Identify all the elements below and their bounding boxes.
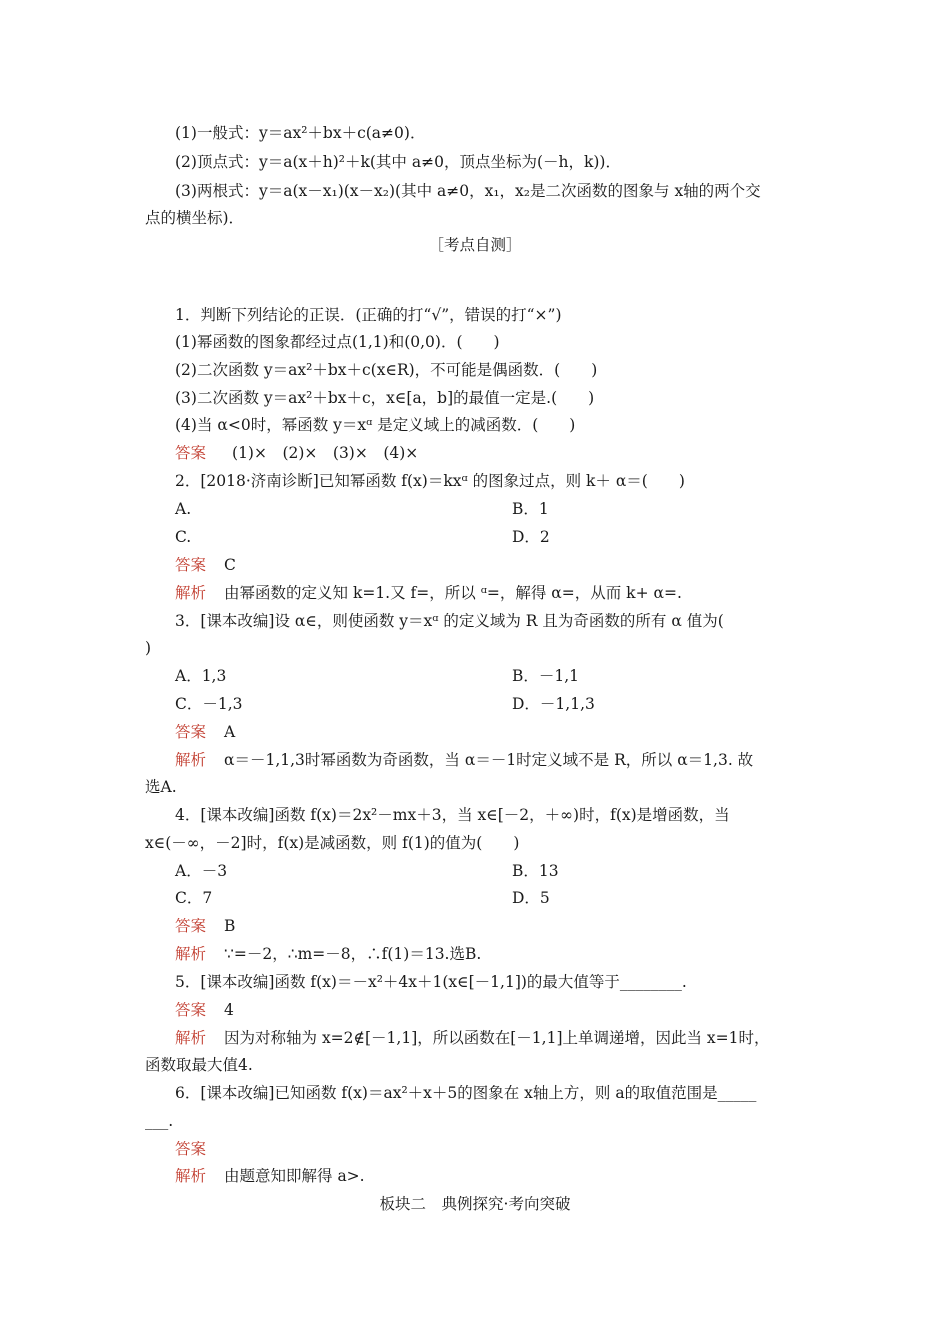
q1-statement-4: (4)当 α<0时，幂函数 y＝xᵅ 是定义域上的减函数．( ) xyxy=(175,416,576,434)
q4-option-d: D．5 xyxy=(512,889,550,907)
q1-statement-3: (3)二次函数 y＝ax²＋bx＋c，x∈[a，b]的最值一定是.( ) xyxy=(175,389,595,407)
q2-analysis: 由幂函数的定义知 k=1.又 f=，所以 ᵅ=，解得 α=，从而 k+ α=. xyxy=(224,584,682,602)
intro-root-form: (3)两根式：y＝a(x－x₁)(x－x₂)(其中 a≠0，x₁，x₂是二次函数的图象与 x轴的两个交 xyxy=(175,182,761,200)
q2-option-d: D．2 xyxy=(512,528,550,546)
q4-stem-cont: x∈(－∞，－2]时，f(x)是减函数，则 f(1)的值为( ) xyxy=(145,834,520,852)
q3-option-b: B．－1,1 xyxy=(512,667,580,685)
analysis-label: 解析 xyxy=(175,1029,207,1047)
q3-option-c: C．－1,3 xyxy=(175,695,243,713)
q2-option-b: B．1 xyxy=(512,500,549,518)
q1-answer: (1)× (2)× (3)× (4)× xyxy=(232,444,419,462)
q6-analysis-line xyxy=(175,1165,365,1187)
intro-vertex-form: (2)顶点式：y＝a(x＋h)²＋k(其中 a≠0，顶点坐标为(－h，k))． xyxy=(175,153,621,171)
q6-stem: 6．[课本改编]已知函数 f(x)＝ax²＋x＋5的图象在 x轴上方，则 a的取值范围是_____ xyxy=(175,1084,757,1102)
q4-option-b: B．13 xyxy=(512,862,559,880)
q2-answer: C xyxy=(224,556,236,574)
answer-label: 答案 xyxy=(175,1001,207,1019)
q5-analysis: 因为对称轴为 x=2∉[－1,1]，所以函数在[－1,1]上单调递增，因此当 x=1时， xyxy=(224,1029,770,1047)
q2-stem: 2．[2018·济南诊断]已知幂函数 f(x)＝kxᵅ 的图象过点，则 k＋ α＝( ) xyxy=(175,472,685,490)
q3-analysis-line xyxy=(175,749,753,771)
q3-option-a: A．1,3 xyxy=(175,667,227,685)
intro-root-form-cont: 点的横坐标)． xyxy=(145,209,245,227)
q4-analysis-line xyxy=(175,943,481,965)
q6-answer-line xyxy=(175,1138,224,1160)
answer-label: 答案 xyxy=(175,1140,207,1158)
answer-label: 答案 xyxy=(175,556,207,574)
q3-analysis-cont: 选A. xyxy=(145,778,177,796)
q1-statement-1: (1)幂函数的图象都经过点(1,1)和(0,0)．( ) xyxy=(175,333,500,351)
q3-analysis: α＝－1,1,3时幂函数为奇函数，当 α＝－1时定义域不是 R，所以 α＝1,3. 故 xyxy=(224,751,754,769)
q1-stem: 1．判断下列结论的正误．(正确的打“√”，错误的打“×”) xyxy=(175,306,562,324)
q4-answer-line xyxy=(175,915,235,937)
q5-answer: 4 xyxy=(224,1001,234,1019)
section-title: ［考点自测］ xyxy=(428,236,522,254)
q5-answer-line xyxy=(175,999,234,1021)
q2-answer-line xyxy=(175,554,236,576)
q5-stem: 5．[课本改编]函数 f(x)＝－x²＋4x＋1(x∈[－1,1])的最大值等于________. xyxy=(175,973,687,991)
answer-label: 答案 xyxy=(175,723,207,741)
answer-label: 答案 xyxy=(175,444,207,462)
q6-stem-cont: ___. xyxy=(145,1112,174,1130)
q4-analysis: ∵=－2，∴m=－8，∴f(1)＝13.选B. xyxy=(224,945,482,963)
q1-answer-line xyxy=(175,442,418,464)
q5-analysis-line xyxy=(175,1027,770,1049)
q3-answer-line xyxy=(175,721,235,743)
analysis-label: 解析 xyxy=(175,945,207,963)
intro-general-form: (1)一般式：y＝ax²＋bx＋c(a≠0)． xyxy=(175,124,426,142)
q4-option-c: C．7 xyxy=(175,889,213,907)
q5-analysis-cont: 函数取最大值4. xyxy=(145,1056,253,1074)
q3-option-d: D．－1,1,3 xyxy=(512,695,595,713)
q3-stem-cont: ) xyxy=(145,639,152,657)
q2-option-a: A. xyxy=(175,500,192,518)
analysis-label: 解析 xyxy=(175,584,207,602)
footer-section-title: 板块二 典例探究·考向突破 xyxy=(379,1195,571,1213)
answer-label: 答案 xyxy=(175,917,207,935)
q4-stem: 4．[课本改编]函数 f(x)＝2x²－mx＋3，当 x∈[－2，＋∞)时，f(x)是增函数，当 xyxy=(175,806,730,824)
q6-analysis: 由题意知即解得 a>. xyxy=(224,1167,365,1185)
analysis-label: 解析 xyxy=(175,751,207,769)
q4-answer: B xyxy=(224,917,236,935)
q3-answer: A xyxy=(224,723,236,741)
q4-option-a: A．－3 xyxy=(175,862,228,880)
q1-statement-2: (2)二次函数 y＝ax²＋bx＋c(x∈R)，不可能是偶函数．( ) xyxy=(175,361,598,379)
q2-analysis-line xyxy=(175,582,682,604)
q3-stem: 3．[课本改编]设 α∈，则使函数 y＝xᵅ 的定义域为 R 且为奇函数的所有 α 值为( xyxy=(175,612,724,630)
q2-option-c: C. xyxy=(175,528,192,546)
analysis-label: 解析 xyxy=(175,1167,207,1185)
